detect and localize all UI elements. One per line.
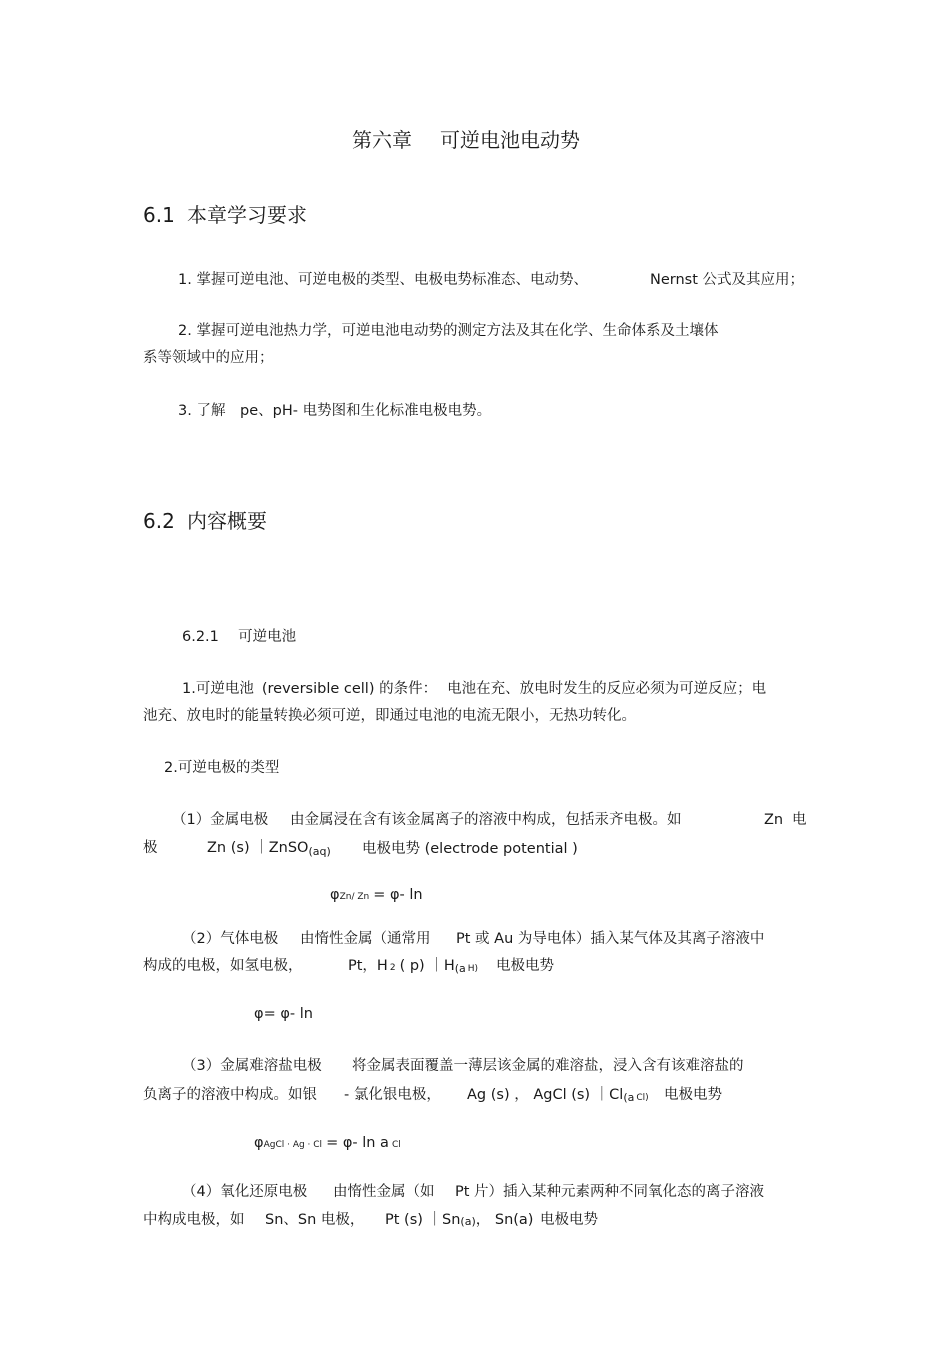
cell-subscript: (a bbox=[623, 1091, 635, 1104]
type1-dian bbox=[792, 813, 807, 828]
section-number: 6.2 bbox=[143, 509, 175, 533]
para-text: 池充、放电时的能量转换必须可逆，即通过电池的电流无限小，无热功转化。 bbox=[143, 708, 636, 724]
type3-label bbox=[182, 1059, 322, 1074]
type-text: Sn、Sn 电极， bbox=[265, 1212, 365, 1228]
type4-cell bbox=[385, 1213, 533, 1228]
type-desc: 将金属表面覆盖一薄层该金属的难溶盐，浸入含有该难溶盐的 bbox=[352, 1058, 744, 1074]
type2-potential bbox=[496, 959, 554, 974]
requirement-item-1 bbox=[178, 273, 588, 288]
cell-notation: Pt (s) ｜Sn bbox=[385, 1212, 461, 1228]
formula-phi: φ bbox=[330, 887, 340, 903]
requirement-text: Nernst 公式及其应用； bbox=[650, 272, 805, 288]
section-title: 本章学习要求 bbox=[187, 203, 307, 227]
section-heading-6-2 bbox=[143, 511, 267, 531]
cell-notation: ( p) ｜H bbox=[399, 958, 455, 974]
type4-potential bbox=[540, 1213, 598, 1228]
cell-notation: Pt，H bbox=[348, 958, 388, 974]
formula-text: φ= φ- ln bbox=[254, 1006, 313, 1022]
type1-zn bbox=[764, 813, 783, 828]
type4-desc1 bbox=[333, 1185, 435, 1200]
subsection-number: 6.2.1 bbox=[182, 629, 219, 645]
cell-subscript: (aq) bbox=[308, 845, 331, 858]
cell-subscript: Cl) bbox=[636, 1093, 649, 1103]
type-text: 电极电势 (electrode potential ) bbox=[362, 841, 578, 857]
para-text: 2.可逆电极的类型 bbox=[164, 760, 280, 776]
formula-subscript: AgCl · Ag · Cl bbox=[263, 1140, 323, 1150]
requirement-text: 系等领域中的应用； bbox=[143, 350, 274, 366]
type4-label bbox=[182, 1185, 307, 1200]
formula-text: = φ- ln bbox=[373, 887, 423, 903]
type-text: 构成的电极，如氢电极， bbox=[143, 958, 303, 974]
cell-subscript: H) bbox=[467, 964, 479, 974]
type3-cell bbox=[467, 1088, 649, 1103]
type2-desc2 bbox=[456, 932, 764, 947]
type2-formula bbox=[254, 1007, 313, 1022]
section-heading-6-1 bbox=[143, 205, 307, 225]
section-number: 6.1 bbox=[143, 203, 175, 227]
formula-text: = φ- ln a bbox=[326, 1135, 389, 1151]
type-text: 极 bbox=[143, 840, 158, 856]
type-desc: Pt 或 Au 为导电体）插入某气体及其离子溶液中 bbox=[456, 931, 765, 947]
cell-subscript: (a bbox=[454, 962, 466, 975]
type2-line2a bbox=[143, 959, 303, 974]
type-text: 电极电势 bbox=[664, 1087, 722, 1103]
cell-subscript: 2 bbox=[389, 963, 396, 973]
type-desc: Pt 片）插入某种元素两种不同氧化态的离子溶液 bbox=[455, 1184, 765, 1200]
para1-line2 bbox=[143, 709, 636, 724]
para1-line1 bbox=[182, 682, 766, 697]
type3-formula bbox=[254, 1136, 401, 1151]
requirement-text: 1. 掌握可逆电池、可逆电极的类型、电极电势标准态、电动势、 bbox=[178, 272, 588, 288]
type2-label bbox=[182, 932, 278, 947]
requirement-item-3-tail bbox=[240, 404, 491, 419]
requirement-item-3 bbox=[178, 404, 225, 419]
type-text: 电极电势 bbox=[540, 1212, 598, 1228]
type1-potential bbox=[362, 842, 578, 857]
type-label: （4）氧化还原电极 bbox=[182, 1184, 308, 1200]
type-desc: 由惰性金属（通常用 bbox=[300, 931, 431, 947]
para-text: 1.可逆电池 bbox=[182, 681, 254, 697]
requirement-item-2 bbox=[178, 324, 718, 339]
cell-notation: Zn (s) ｜ZnSO bbox=[207, 840, 309, 856]
type2-desc1 bbox=[300, 932, 431, 947]
type1-cell bbox=[207, 841, 331, 856]
type3-desc bbox=[352, 1059, 744, 1074]
type-desc: 由金属浸在含有该金属离子的溶液中构成，包括汞齐电极。如 bbox=[290, 812, 682, 828]
formula-subscript: Cl bbox=[391, 1140, 401, 1150]
type3-line2b bbox=[344, 1088, 441, 1103]
para2-heading bbox=[164, 761, 279, 776]
cell-notation: ， Sn(a) bbox=[475, 1212, 534, 1228]
chapter-number: 第六章 bbox=[352, 128, 412, 152]
type-label: （2）气体电极 bbox=[182, 931, 279, 947]
type4-line2a bbox=[143, 1213, 245, 1228]
type-text: 负离子的溶液中构成。如银 bbox=[143, 1087, 317, 1103]
type1-ji bbox=[143, 841, 158, 856]
type3-line2a bbox=[143, 1088, 317, 1103]
formula-phi: φ bbox=[254, 1135, 264, 1151]
type3-potential bbox=[664, 1088, 722, 1103]
type1-desc bbox=[290, 813, 682, 828]
type1-label bbox=[172, 813, 268, 828]
requirement-item-1-tail bbox=[650, 273, 804, 288]
chapter-title bbox=[352, 130, 580, 150]
requirement-text: 2. 掌握可逆电池热力学，可逆电池电动势的测定方法及其在化学、生命体系及土壤体 bbox=[178, 323, 719, 339]
type-desc: 由惰性金属（如 bbox=[333, 1184, 435, 1200]
cell-notation: Ag (s) ， AgCl (s) ｜Cl bbox=[467, 1087, 624, 1103]
chapter-name: 可逆电池电动势 bbox=[440, 128, 580, 152]
type-text: Zn bbox=[764, 812, 784, 828]
formula-subscript: Zn/ Zn bbox=[339, 892, 370, 902]
requirement-text: 3. 了解 bbox=[178, 403, 226, 419]
type4-line2b bbox=[265, 1213, 364, 1228]
cell-subscript: (a) bbox=[460, 1215, 476, 1228]
subsection-heading-6-2-1 bbox=[182, 630, 296, 645]
type4-desc2 bbox=[455, 1185, 764, 1200]
requirement-text: pe、pH- 电势图和生化标准电极电势。 bbox=[240, 403, 492, 419]
type-text: 中构成电极，如 bbox=[143, 1212, 245, 1228]
requirement-item-2-cont bbox=[143, 351, 274, 366]
type-label: （3）金属难溶盐电极 bbox=[182, 1058, 322, 1074]
type-text: - 氯化银电极， bbox=[344, 1087, 441, 1103]
type1-formula bbox=[330, 888, 423, 903]
para-text: 电池在充、放电时发生的反应必须为可逆反应；电 bbox=[447, 681, 767, 697]
type-text: 电极电势 bbox=[496, 958, 554, 974]
subsection-title: 可逆电池 bbox=[238, 629, 297, 645]
type2-cell bbox=[348, 959, 478, 974]
section-title: 内容概要 bbox=[187, 509, 267, 533]
para-text: (reversible cell) 的条件： bbox=[261, 681, 438, 697]
type-label: （1）金属电极 bbox=[172, 812, 269, 828]
type-text: 电 bbox=[792, 812, 807, 828]
